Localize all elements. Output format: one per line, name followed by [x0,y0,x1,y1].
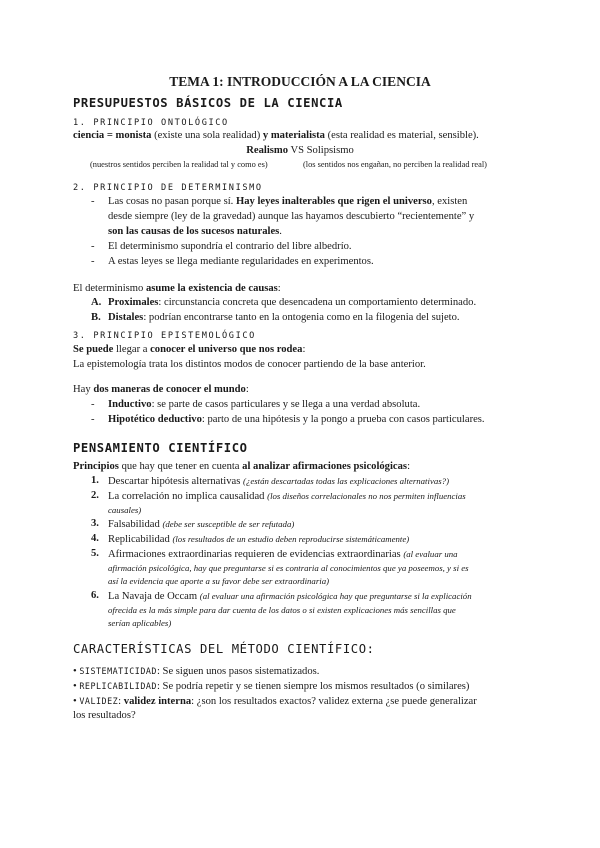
ontologico-bold-1: ciencia = monista [73,130,152,141]
item-2-note: (los diseños correlacionales no nos permiten influencias [267,491,466,501]
det-b1-bold2: son las causas de los sucesos naturales [108,226,280,237]
principio-item-2 [108,489,466,504]
principios-colon: : [407,461,411,472]
ontologico-text-2: (esta realidad es material, sensible). [324,130,479,141]
principio-item-1 [108,474,449,489]
caracteristica-validez-line2: los resultados? [73,710,136,721]
item-6-note: (al evaluar una afirmación psicológica hay que preguntarse si la explicación [199,591,472,601]
causa-proximales [108,296,476,310]
causa-distales [108,311,460,325]
item-1-note: (¿están descartadas todas las explicaciones alternativas?) [243,476,449,486]
num-2: 2. [91,490,99,501]
validez-text: : ¿son los resultados exactos? validez externa ¿se puede generalizar [191,696,477,707]
item-6-note-line2: ofrecida es la más simple para dar cuenta de los datos o si existen explicaciones más sencillas que [108,605,456,615]
num-1: 1. [91,475,99,486]
determinismo-bullet-1 [108,195,467,209]
epistemologico-line-1 [73,343,305,357]
se-puede-bold: Se puede [73,344,114,355]
det-b1-text: Las cosas no pasan porque sí. [108,196,236,207]
bullet-dot: • [73,696,77,707]
section-heading-presupuestos: PRESUPUESTOS BÁSICOS DE LA CIENCIA [73,96,343,110]
section-heading-pensamiento: PENSAMIENTO CIENTÍFICO [73,441,248,455]
item-6-text: La Navaja de Occam [108,591,200,602]
determinismo-bullet-2: El determinismo supondría el contrario del libre albedrío. [108,241,352,252]
proximales-text: : circunstancia concreta que desencadena un comportamiento determinado. [158,297,477,308]
item-4-text: Replicabilidad [108,534,173,545]
list-number [91,474,99,488]
realismo-label: Realismo [246,145,289,156]
principios-bold: Principios [73,461,119,472]
item-5-note-line3: así la evidencia que aporte a su favor debe ser extraordinaria) [108,576,330,586]
determinismo-bullet-3: A estas leyes se llega mediante regularidades en experimentos. [108,256,374,267]
ontologico-line [73,129,479,143]
subheading-principio-ontologico: 1. PRINCIPIO ONTOLÓGICO [73,118,229,128]
causas-bold: asume la existencia de causas [145,283,278,294]
realismo-vs-solipsismo [0,144,600,158]
caracteristica-sistematicidad [73,664,319,679]
epist-text: llegar a [113,344,151,355]
item-5-text: Afirmaciones extraordinarias requieren de evidencias extraordinarias [108,549,404,560]
causas-colon: : [277,283,281,294]
inductivo-bold: Inductivo [108,399,152,410]
validez-colon: : [118,696,124,707]
validez-interna-bold: validez interna [123,696,192,707]
hay-text: Hay [73,384,94,395]
proximales-bold: Proximales [108,297,159,308]
item-2-note-line2: causales) [108,505,142,515]
subheading-principio-epistemologico: 3. PRINCIPIO EPISTEMOLÓGICO [73,331,256,341]
replicabilidad-label: REPLICABILIDAD [79,681,157,691]
bullet-dash: - [91,241,95,252]
dos-maneras-bold: dos maneras de conocer el mundo [93,384,246,395]
num-4: 4. [91,533,99,544]
principio-item-5 [108,547,458,562]
det-b1-period: . [279,226,282,237]
item-3-note: (debe ser susceptible de ser refutada) [162,519,295,529]
det-b1-bold: Hay leyes inalterables que rigen el universo [235,196,432,207]
principios-bold-2: al analizar afirmaciones psicológicas [242,461,408,472]
bullet-dash: - [91,414,95,425]
hipotetico-bold: Hipotético deductivo [108,414,202,425]
list-label-a [91,296,101,310]
label-a: A. [91,297,102,308]
list-label-b [91,311,101,325]
item-3-text: Falsabilidad [108,519,163,530]
realismo-note: (nuestros sentidos perciben la realidad tal y como es) [90,160,268,169]
solipsismo-note: (los sentidos nos engañan, no perciben la realidad real) [303,160,487,169]
item-5-note-line2: afirmación psicológica, hay que preguntarse si es contraria al conocimientos que ya poseemos, y si es [108,563,469,573]
bullet-dot: • [73,666,77,677]
principios-text: que hay que tener en cuenta [118,461,243,472]
inductivo-text: : se parte de casos particulares y se llega a una verdad absoluta. [151,399,421,410]
item-2-text: La correlación no implica causalidad [108,491,268,502]
section-heading-caracteristicas: CARACTERÍSTICAS DEL MÉTODO CIENTÍFICO: [73,642,375,656]
determinismo-bullet-1-line2: desde siempre (ley de la gravedad) aunque las hayamos descubierto “recientemente” y [108,211,475,222]
distales-text: : podrían encontrarse tanto en la ontogenia como en la filogenia del sujeto. [143,312,460,323]
list-number [91,589,99,603]
num-6: 6. [91,590,99,601]
list-number [91,489,99,503]
determinismo-bullet-1-line3 [108,225,282,239]
caracteristica-replicabilidad [73,679,469,694]
list-number [91,532,99,546]
det-b1-text2: , existen [431,196,468,207]
item-4-note: (los resultados de un estudio deben reproducirse sistemáticamente) [172,534,410,544]
num-3: 3. [91,518,99,529]
sistematicidad-label: SISTEMATICIDAD [79,666,157,676]
ontologico-bold-2: y materialista [262,130,325,141]
principio-item-4 [108,532,409,547]
epistemologico-line-2: La epistemología trata los distintos modos de conocer partiendo de la base anterior. [73,359,426,370]
principios-intro [73,460,410,474]
sistematicidad-text: : Se siguen unos pasos sistematizados. [156,666,320,677]
document-title: TEMA 1: INTRODUCCIÓN A LA CIENCIA [169,74,431,89]
principio-item-3 [108,517,294,532]
dos-maneras-colon: : [245,384,249,395]
num-5: 5. [91,548,99,559]
dos-maneras-line [73,383,249,397]
validez-label: VALIDEZ [79,696,119,706]
ontologico-text-1: (existe una sola realidad) [151,130,263,141]
replicabilidad-text: : Se podría repetir y se tienen siempre los mismos resultados (o similares) [156,681,470,692]
bullet-dot: • [73,681,77,692]
item-5-note: (al evaluar una [403,549,458,559]
distales-bold: Distales [108,312,144,323]
item-6-note-line3: serían aplicables) [108,618,172,628]
subheading-principio-determinismo: 2. PRINCIPIO DE DETERMINISMO [73,183,263,193]
causas-text: El determinismo [73,283,146,294]
hipotetico-text: : parto de una hipótesis y la pongo a prueba con casos particulares. [201,414,485,425]
label-b: B. [91,312,101,323]
metodo-inductivo [108,398,420,412]
principio-item-6 [108,589,472,604]
bullet-dash: - [91,256,95,267]
item-1-text: Descartar hipótesis alternativas [108,476,244,487]
list-number [91,547,99,561]
solipsismo-label: VS Solipsismo [288,145,354,156]
metodo-hipotetico-deductivo [108,413,485,427]
caracteristica-validez [73,694,477,709]
bullet-dash: - [91,196,95,207]
conocer-bold: conocer el universo que nos rodea [150,344,303,355]
list-number [91,517,99,531]
epist-colon: : [302,344,306,355]
causas-line [73,282,281,296]
bullet-dash: - [91,399,95,410]
